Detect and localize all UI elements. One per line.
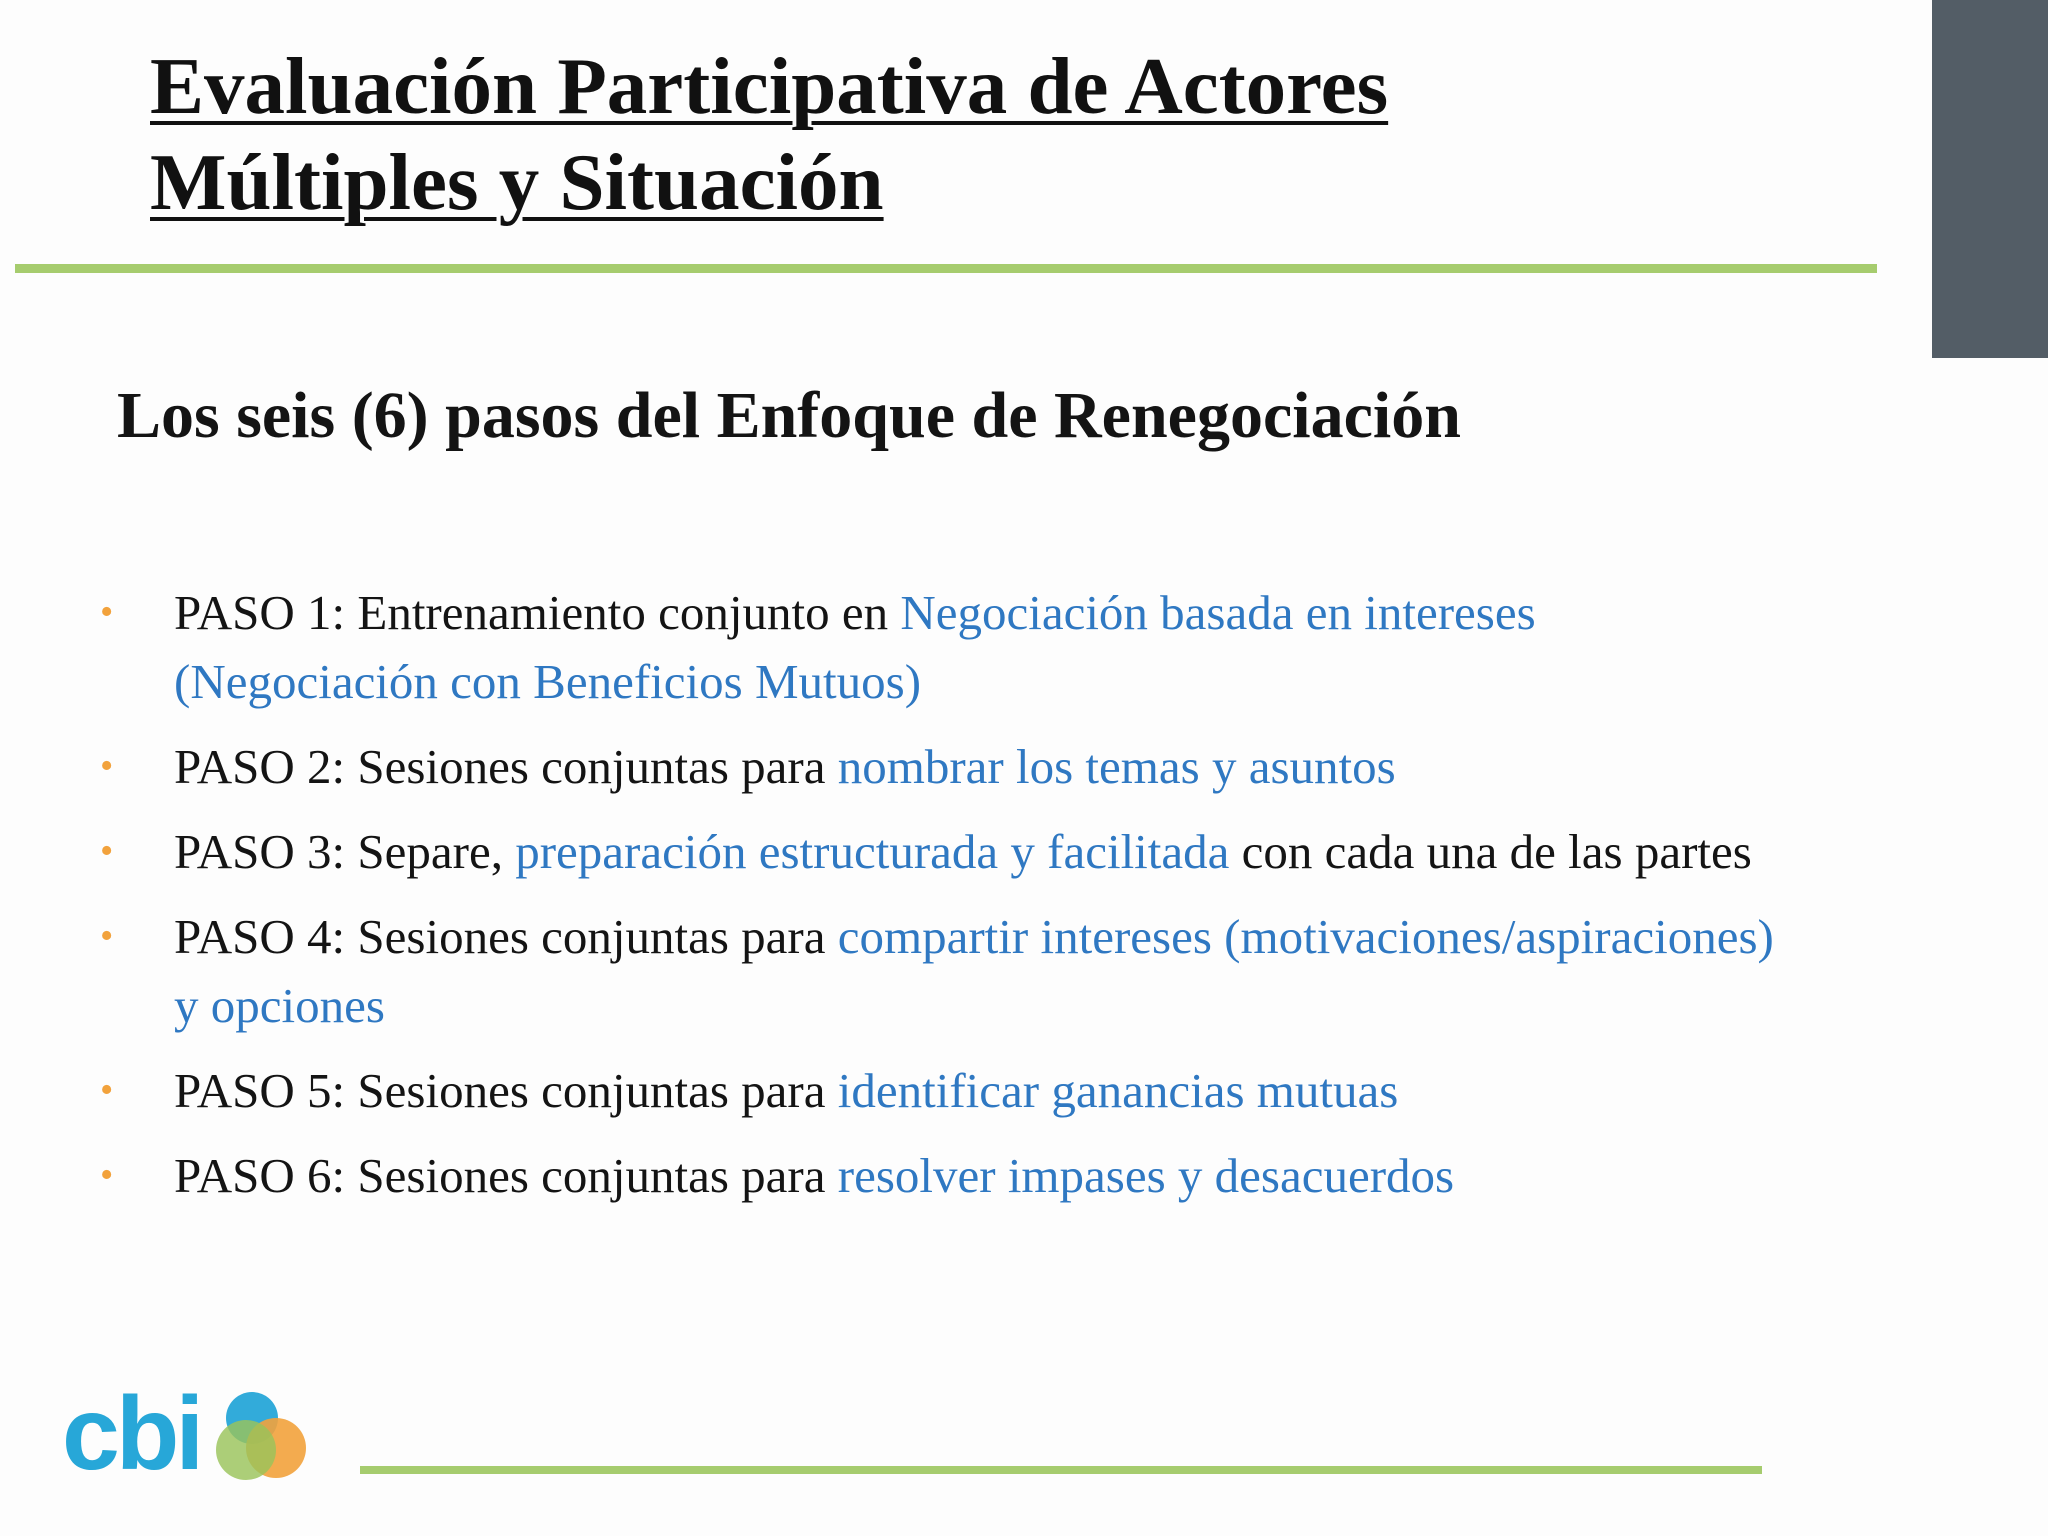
title-divider bbox=[15, 264, 1877, 273]
step-item-3 bbox=[100, 817, 1800, 886]
step-item-2 bbox=[100, 732, 1800, 801]
bullet-icon: • bbox=[100, 830, 114, 872]
step-highlight: resolver impases y desacuerdos bbox=[837, 1148, 1455, 1203]
slide-title bbox=[150, 38, 1388, 230]
step-text: PASO 1: Entrenamiento conjunto en bbox=[174, 585, 901, 640]
step-item-1 bbox=[100, 578, 1800, 716]
step-text: PASO 4: Sesiones conjuntas para bbox=[174, 909, 838, 964]
bullet-icon: • bbox=[100, 591, 114, 633]
slide-title-line-1: Evaluación Participativa de Actores bbox=[150, 41, 1389, 131]
step-text-end: con cada una de las partes bbox=[1229, 824, 1752, 879]
steps-list bbox=[100, 578, 1800, 1226]
step-text: PASO 6: Sesiones conjuntas para bbox=[174, 1148, 838, 1203]
slide-title-line-2: Múltiples y Situación bbox=[150, 137, 884, 227]
step-highlight: Negociación basada en intereses (Negociación con Beneficios Mutuos) bbox=[174, 585, 1536, 709]
footer-divider bbox=[360, 1466, 1762, 1474]
step-item-5 bbox=[100, 1056, 1800, 1125]
step-highlight: identificar ganancias mutuas bbox=[837, 1063, 1399, 1118]
bullet-icon: • bbox=[100, 1154, 114, 1196]
cbi-logo bbox=[62, 1374, 322, 1494]
bullet-icon: • bbox=[100, 1069, 114, 1111]
step-highlight: compartir intereses (motivaciones/aspiraciones) y opciones bbox=[174, 909, 1774, 1033]
step-text: PASO 2: Sesiones conjuntas para bbox=[174, 739, 838, 794]
step-item-6 bbox=[100, 1141, 1800, 1210]
step-highlight: preparación estructurada y facilitada bbox=[515, 824, 1230, 879]
bullet-icon: • bbox=[100, 915, 114, 957]
corner-decoration bbox=[1932, 0, 2048, 358]
bullet-icon: • bbox=[100, 745, 114, 787]
overlapping-circles-logo-icon bbox=[210, 1382, 320, 1492]
step-text: PASO 3: Separe, bbox=[174, 824, 516, 879]
logo-text: cbi bbox=[62, 1376, 201, 1492]
step-item-4 bbox=[100, 902, 1800, 1040]
step-text: PASO 5: Sesiones conjuntas para bbox=[174, 1063, 838, 1118]
step-highlight: nombrar los temas y asuntos bbox=[837, 739, 1396, 794]
slide-subtitle: Los seis (6) pasos del Enfoque de Renegociación bbox=[117, 379, 1461, 452]
